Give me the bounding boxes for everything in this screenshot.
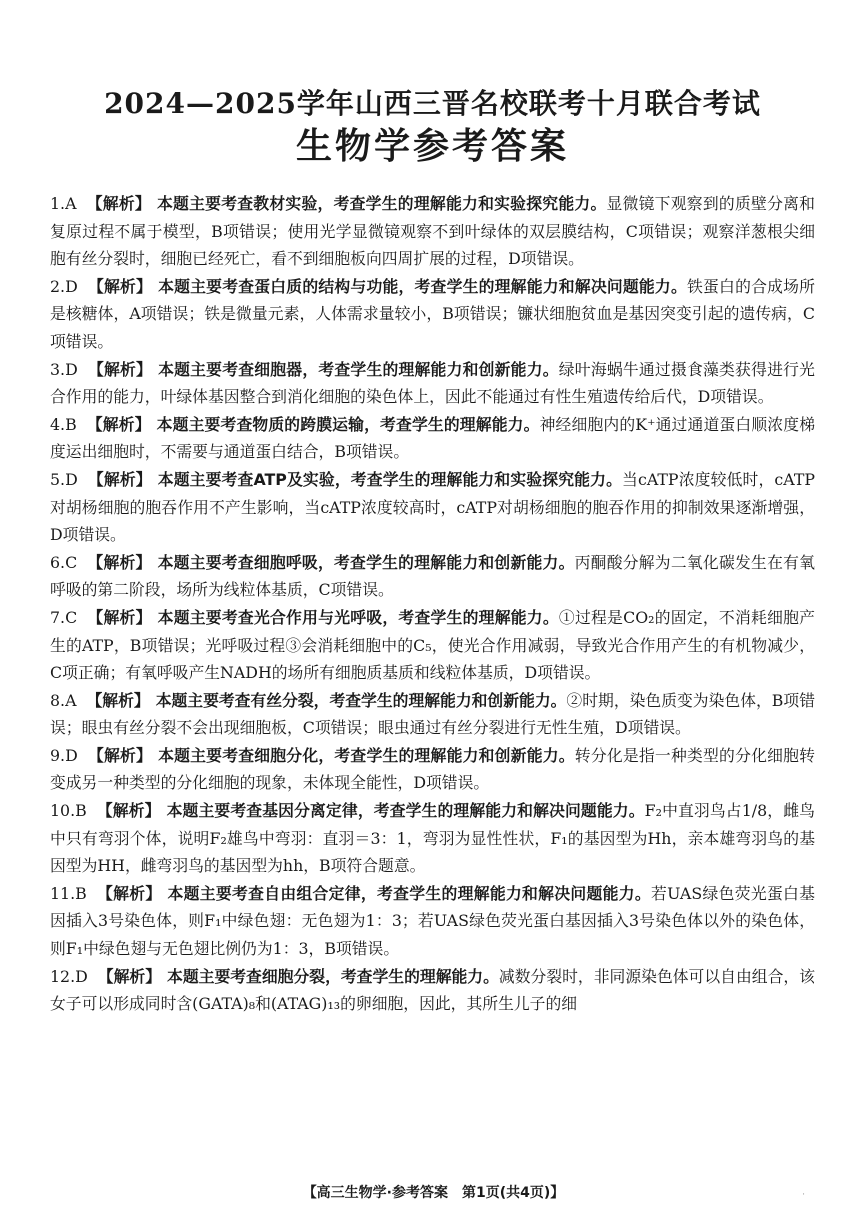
analysis-text: 神经细胞内的K⁺通过通道蛋白顺浓度梯度运出细胞时，不需要与通道蛋白结合，B项错误。	[50, 414, 815, 462]
answer-number: 11.B	[50, 883, 87, 903]
answer-item	[50, 549, 815, 604]
answer-item	[50, 963, 815, 1018]
answer-number: 10.B	[50, 801, 87, 821]
analysis-text: ①过程是CO₂的固定，不消耗细胞产生的ATP，B项错误；光呼吸过程③会消耗细胞中的C₅，使光合作用减弱，导致光合作用产生的有机物减少，C项正确；有氧呼吸产生NADH的场所有细胞质基质和线粒体基质，D项错误。	[50, 607, 815, 683]
analysis-lead: 本题主要考查基因分离定律，考查学生的理解能力和解决问题能力。	[166, 801, 645, 821]
analysis-lead: 本题主要考查蛋白质的结构与功能，考查学生的理解能力和解决问题能力。	[158, 276, 687, 296]
analysis-tag: 【解析】	[87, 607, 152, 627]
analysis-lead: 本题主要考查细胞器，考查学生的理解能力和创新能力。	[158, 359, 559, 379]
answer-number: 7.C	[50, 607, 78, 627]
answer-number: 12.D	[50, 966, 88, 986]
answer-item	[50, 742, 815, 797]
corner-mark: ·	[802, 1190, 805, 1200]
analysis-lead: 本题主要考查细胞分化，考查学生的理解能力和创新能力。	[158, 745, 575, 765]
analysis-tag: 【解析】	[97, 966, 162, 986]
analysis-text: 显微镜下观察到的质壁分离和复原过程不属于模型，B项错误；使用光学显微镜观察不到叶绿体的双层膜结构，C项错误；观察洋葱根尖细胞有丝分裂时，细胞已经死亡，看不到细胞板向四周扩展的过程，D项错误。	[50, 194, 815, 269]
analysis-lead: 本题主要考查光合作用与光呼吸，考查学生的理解能力。	[157, 607, 559, 627]
answer-item	[50, 604, 815, 687]
analysis-text: 绿叶海蜗牛通过摄食藻类获得进行光合作用的能力，叶绿体基因整合到消化细胞的染色体上，因此不能通过有性生殖遗传给后代，D项错误。	[50, 359, 815, 407]
answer-number: 9.D	[50, 745, 78, 765]
answer-number: 1.A	[50, 194, 77, 213]
analysis-lead: 本题主要考查ATP及实验，考查学生的理解能力和实验探究能力。	[157, 469, 623, 489]
page-footer: 【高三生物学·参考答案 第1页(共4页)】	[302, 1185, 565, 1201]
answer-item	[50, 411, 815, 466]
answer-number: 2.D	[50, 276, 78, 296]
analysis-lead: 本题主要考查自由组合定律，考查学生的理解能力和解决问题能力。	[167, 883, 651, 903]
answer-item	[50, 687, 815, 742]
analysis-tag: 【解析】	[87, 469, 152, 489]
analysis-lead: 本题主要考查物质的跨膜运输，考查学生的理解能力。	[156, 414, 540, 434]
analysis-lead: 本题主要考查教材实验，考查学生的理解能力和实验探究能力。	[156, 194, 607, 213]
analysis-tag: 【解析】	[87, 745, 153, 765]
analysis-lead: 本题主要考查有丝分裂，考查学生的理解能力和创新能力。	[155, 690, 567, 710]
analysis-text: 铁蛋白的合成场所是核糖体，A项错误；铁是微量元素，人体需求量较小，B项错误；镰状细胞贫血是基因突变引起的遗传病，C项错误。	[50, 276, 815, 351]
exam-title: 2024—2025学年山西三晋名校联考十月联合考试	[104, 87, 761, 120]
answer-item	[50, 466, 815, 549]
analysis-text: 丙酮酸分解为二氧化碳发生在有氧呼吸的第二阶段，场所为线粒体基质，C项错误。	[50, 552, 815, 600]
answer-number: 4.B	[50, 414, 77, 434]
answer-item	[50, 273, 815, 356]
answer-number: 3.D	[50, 359, 78, 379]
analysis-text: F₂中直羽鸟占1/8，雌鸟中只有弯羽个体，说明F₂雄鸟中弯羽：直羽＝3：1，弯羽为显性性状，F₁的基因型为Hh，亲本雄弯羽鸟的基因型为HH，雌弯羽鸟的基因型为hh，B项符合题意。	[50, 801, 815, 876]
analysis-tag: 【解析】	[96, 801, 161, 821]
answer-number: 5.D	[50, 469, 78, 489]
answer-item	[50, 797, 815, 880]
analysis-text: ②时期，染色质变为染色体，B项错误；眼虫有丝分裂不会出现细胞板，C项错误；眼虫通过有丝分裂进行无性生殖，D项错误。	[50, 690, 815, 738]
answer-list	[50, 190, 815, 1018]
analysis-text: 转分化是指一种类型的分化细胞转变成另一种类型的分化细胞的现象，未体现全能性，D项错误。	[50, 745, 815, 793]
answer-item	[50, 356, 815, 411]
analysis-text: 当cATP浓度较低时，cATP对胡杨细胞的胞吞作用不产生影响，当cATP浓度较高时，cATP对胡杨细胞的胞吞作用的抑制效果逐渐增强，D项错误。	[50, 469, 815, 545]
analysis-text: 若UAS绿色荧光蛋白基因插入3号染色体，则F₁中绿色翅：无色翅为1：3；若UAS绿色荧光蛋白基因插入3号染色体以外的染色体，则F₁中绿色翅与无色翅比例仍为1：3，B项错误。	[50, 883, 815, 959]
answer-number: 6.C	[50, 552, 78, 572]
answer-item	[50, 880, 815, 963]
answer-number: 8.A	[50, 690, 77, 710]
analysis-tag: 【解析】	[87, 276, 153, 296]
analysis-tag: 【解析】	[87, 552, 152, 572]
analysis-text: 减数分裂时，非同源染色体可以自由组合，该女子可以形成同时含(GATA)₈和(ATAG)₁₃的卵细胞，因此，其所生儿子的细	[50, 966, 815, 1014]
analysis-tag: 【解析】	[96, 883, 162, 903]
analysis-tag: 【解析】	[86, 414, 151, 434]
analysis-tag: 【解析】	[87, 359, 153, 379]
analysis-lead: 本题主要考查细胞分裂，考查学生的理解能力。	[167, 966, 499, 986]
answer-item	[50, 190, 815, 273]
analysis-tag: 【解析】	[86, 194, 151, 213]
analysis-tag: 【解析】	[86, 690, 150, 710]
analysis-lead: 本题主要考查细胞呼吸，考查学生的理解能力和创新能力。	[157, 552, 575, 572]
page-title: 生物学参考答案	[295, 126, 569, 167]
